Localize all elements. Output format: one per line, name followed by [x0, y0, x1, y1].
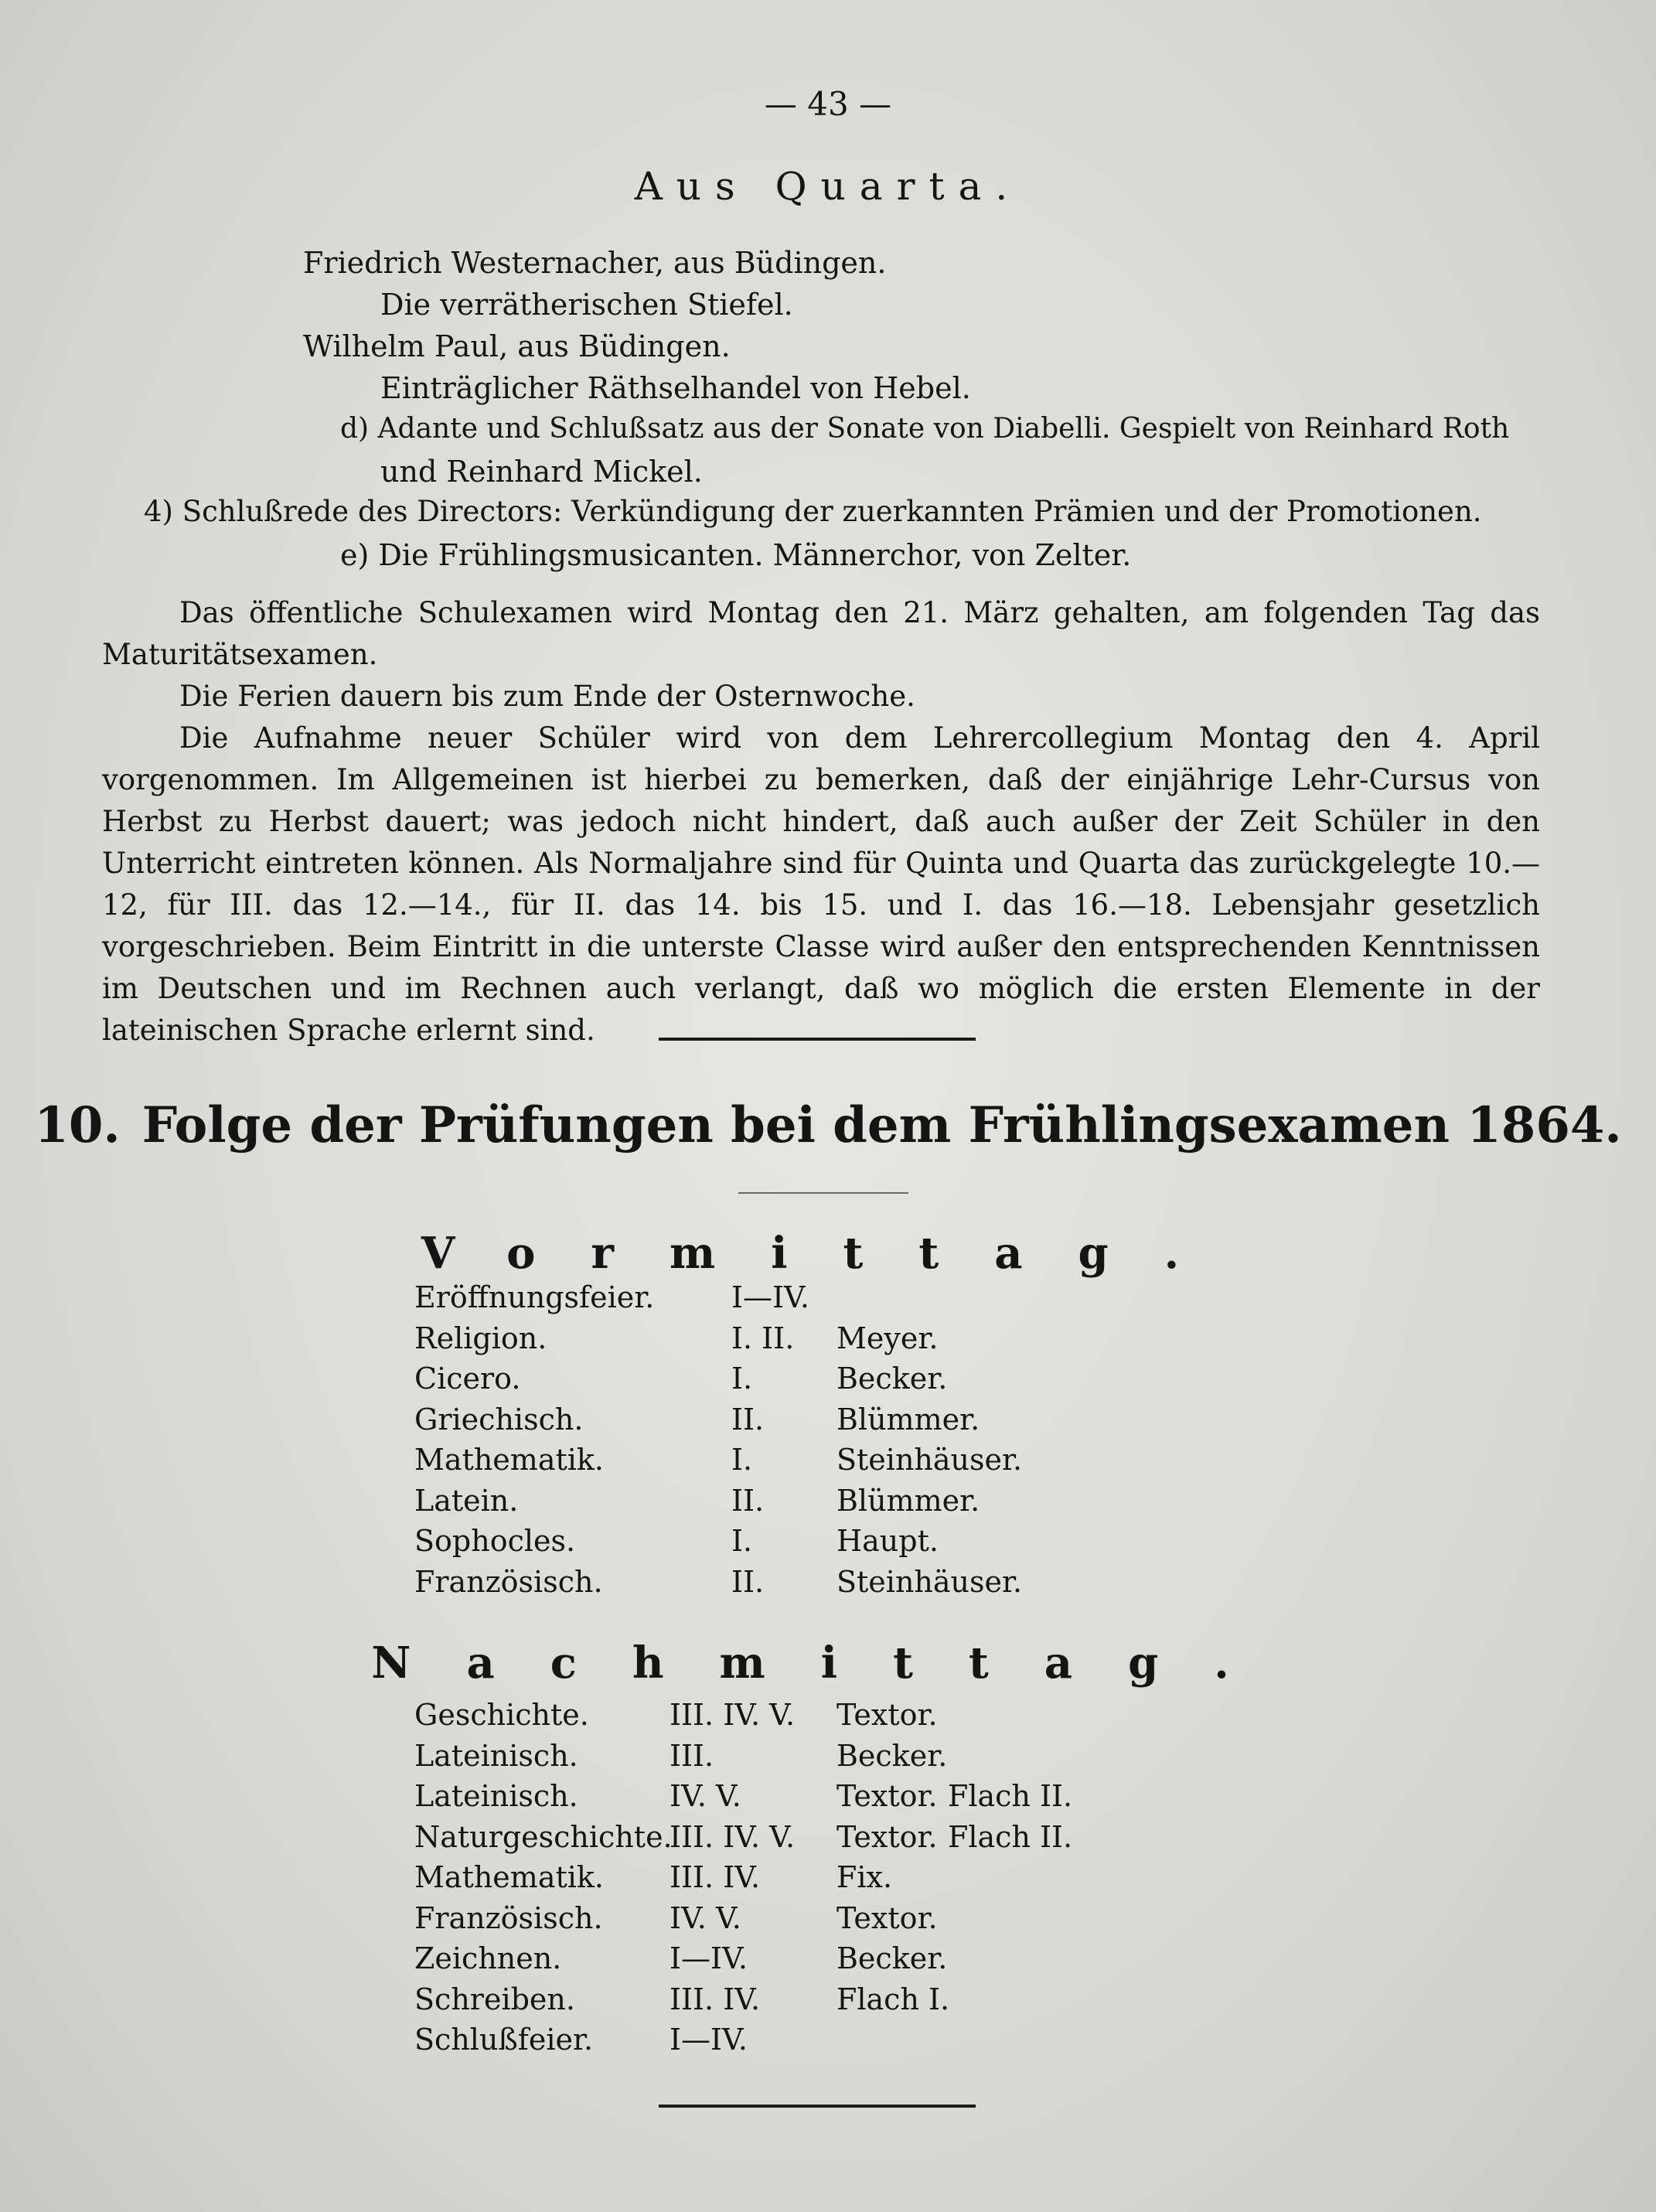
- nachmittag-row: [414, 1901, 1342, 1941]
- nachmittag-subject: Naturgeschichte.: [414, 1819, 673, 1854]
- nachmittag-subject: Lateinisch.: [414, 1779, 578, 1813]
- nachmittag-classes: IV. V.: [670, 1779, 741, 1813]
- section-title: [0, 1096, 1656, 1154]
- music-item-e: e) Die Frühlingsmusicanten. Männerchor, von Zelter.: [340, 538, 1132, 572]
- nachmittag-row: [414, 2023, 1342, 2063]
- nachmittag-subject: Französisch.: [414, 1900, 603, 1935]
- nachmittag-subject: Lateinisch.: [414, 1738, 578, 1773]
- nachmittag-row: [414, 1941, 1342, 1982]
- quarta-heading: Aus Quarta.: [634, 164, 1022, 209]
- music-item-d: d) Adante und Schlußsatz aus der Sonate von Diabelli. Gespielt von Reinhard Roth: [340, 413, 1510, 445]
- section-number: 10.: [34, 1096, 121, 1154]
- vormittag-row: [414, 1321, 1342, 1362]
- vormittag-teacher: Steinhäuser.: [837, 1564, 1023, 1599]
- recitation-title-1: Die verrätherischen Stiefel.: [380, 288, 793, 322]
- nachmittag-teacher: Fix.: [837, 1860, 893, 1894]
- nachmittag-classes: III. IV. V.: [670, 1698, 796, 1732]
- paragraph-holidays: Die Ferien dauern bis zum Ende der Osternwoche.: [179, 680, 915, 713]
- nachmittag-classes: I—IV.: [670, 1941, 748, 1975]
- vormittag-classes: II.: [731, 1564, 765, 1599]
- nachmittag-extra: Flach II.: [948, 1819, 1073, 1854]
- page-number: — 43 —: [764, 85, 892, 123]
- vormittag-teacher: Haupt.: [837, 1524, 939, 1558]
- vormittag-teacher: Blümmer.: [837, 1402, 980, 1437]
- vormittag-classes: I.: [731, 1443, 753, 1477]
- small-divider: [738, 1192, 908, 1194]
- nachmittag-teacher: Becker.: [837, 1941, 948, 1975]
- vormittag-row: [414, 1280, 1342, 1321]
- vormittag-row: [414, 1443, 1342, 1483]
- vormittag-row: [414, 1362, 1342, 1402]
- vormittag-subject: Cicero.: [414, 1362, 521, 1396]
- music-item-d-cont: und Reinhard Mickel.: [380, 455, 703, 489]
- divider-rule: [659, 1038, 976, 1041]
- paragraph-admission: Die Aufnahme neuer Schüler wird von dem Lehrercollegium Montag den 4. April vorgenommen. Im Allgemeinen ist hierbei zu bemerken, daß der einjährige Lehr-Cursus von Herbst zu Herbst dauert; was jedoch nicht hindert, daß auch außer der Zeit Schüler in den Unterricht eintreten können. Als Normaljahre sind für Quinta und Quarta das zurückgelegte 10.—12, für III. das 12.—14., für II. das 14. bis 15. und I. das 16.—18. Lebensjahr gesetzlich vorgeschrieben. Beim Eintritt in die unterste Classe wird außer den entsprechenden Kenntnissen im Deutschen und im Rechnen auch verlangt, daß wo möglich die ersten Elemente in der lateinischen Sprache erlernt sind.: [102, 721, 1540, 1047]
- vormittag-row: [414, 1565, 1342, 1605]
- nachmittag-extra: Flach II.: [948, 1779, 1073, 1813]
- vormittag-subject: Latein.: [414, 1483, 519, 1518]
- bottom-rule: [659, 2105, 976, 2108]
- vormittag-subject: Griechisch.: [414, 1402, 584, 1437]
- vormittag-classes: II.: [731, 1483, 765, 1518]
- nachmittag-classes: III. IV.: [670, 1860, 761, 1894]
- section-title-text: Folge der Prüfungen bei dem Frühlingsexamen 1864.: [141, 1096, 1622, 1154]
- nachmittag-teacher: Becker.: [837, 1738, 948, 1773]
- vormittag-classes: I.: [731, 1524, 753, 1558]
- nachmittag-row: [414, 1698, 1342, 1738]
- vormittag-classes: II.: [731, 1402, 765, 1437]
- directors-speech: 4) Schlußrede des Directors: Verkündigung der zuerkannten Prämien und der Promotionen.: [144, 495, 1482, 528]
- nachmittag-teacher: Textor.: [837, 1819, 938, 1854]
- nachmittag-row: [414, 1820, 1342, 1860]
- vormittag-teacher: Becker.: [837, 1362, 948, 1396]
- nachmittag-heading: Nachmittag.: [371, 1638, 1285, 1689]
- nachmittag-row: [414, 1779, 1342, 1819]
- nachmittag-classes: I—IV.: [670, 2023, 748, 2057]
- vormittag-row: [414, 1524, 1342, 1564]
- nachmittag-subject: Schreiben.: [414, 1982, 575, 2016]
- nachmittag-teacher: Textor.: [837, 1698, 938, 1732]
- nachmittag-subject: Schlußfeier.: [414, 2023, 594, 2057]
- recitation-title-2: Einträglicher Räthselhandel von Hebel.: [380, 371, 971, 405]
- nachmittag-classes: III. IV. V.: [670, 1819, 796, 1854]
- vormittag-classes: I—IV.: [731, 1280, 809, 1314]
- nachmittag-row: [414, 1982, 1342, 2023]
- nachmittag-classes: III.: [670, 1738, 714, 1773]
- nachmittag-teacher: Textor.: [837, 1779, 938, 1813]
- vormittag-subject: Sophocles.: [414, 1524, 576, 1558]
- nachmittag-row: [414, 1739, 1342, 1779]
- nachmittag-classes: III. IV.: [670, 1982, 761, 2016]
- pupil-name-1: Friedrich Westernacher, aus Büdingen.: [303, 246, 887, 280]
- nachmittag-row: [414, 1860, 1342, 1900]
- paragraph-exam: Das öffentliche Schulexamen wird Montag den 21. März gehalten, am folgenden Tag das Maturitätsexamen.: [102, 596, 1540, 671]
- vormittag-subject: Französisch.: [414, 1564, 603, 1599]
- vormittag-teacher: Blümmer.: [837, 1483, 980, 1518]
- vormittag-subject: Eröffnungsfeier.: [414, 1280, 655, 1314]
- vormittag-classes: I. II.: [731, 1321, 795, 1355]
- nachmittag-teacher: Textor.: [837, 1900, 938, 1935]
- vormittag-row: [414, 1403, 1342, 1443]
- nachmittag-subject: Zeichnen.: [414, 1941, 562, 1975]
- pupil-name-2: Wilhelm Paul, aus Büdingen.: [303, 329, 731, 363]
- vormittag-heading: Vormittag.: [421, 1228, 1235, 1279]
- vormittag-teacher: Steinhäuser.: [837, 1443, 1023, 1477]
- nachmittag-subject: Mathematik.: [414, 1860, 605, 1894]
- nachmittag-subject: Geschichte.: [414, 1698, 589, 1732]
- nachmittag-teacher: Flach I.: [837, 1982, 950, 2016]
- vormittag-subject: Mathematik.: [414, 1443, 605, 1477]
- vormittag-subject: Religion.: [414, 1321, 547, 1355]
- nachmittag-classes: IV. V.: [670, 1900, 741, 1935]
- vormittag-classes: I.: [731, 1362, 753, 1396]
- vormittag-teacher: Meyer.: [837, 1321, 939, 1355]
- vormittag-row: [414, 1484, 1342, 1524]
